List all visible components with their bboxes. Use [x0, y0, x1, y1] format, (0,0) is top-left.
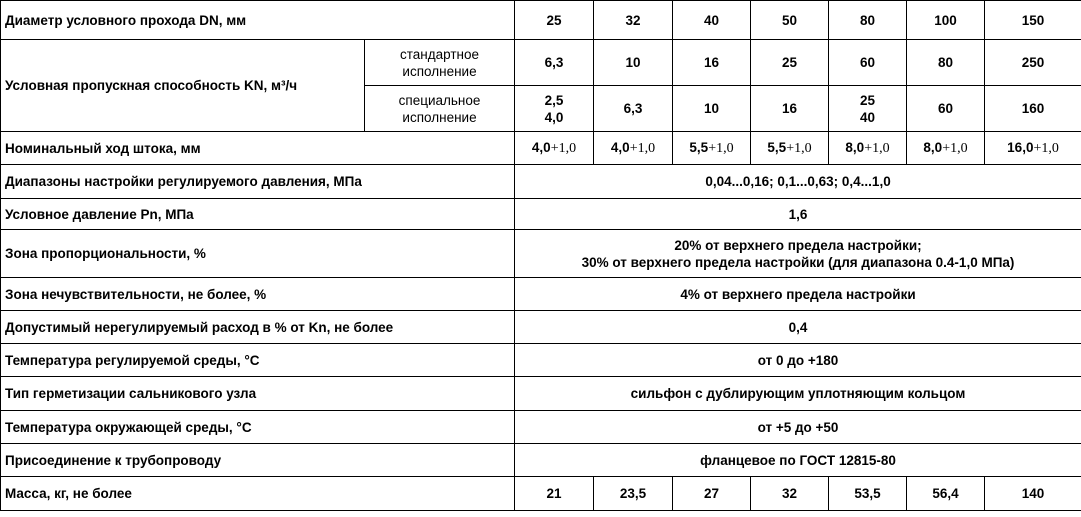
kn-special-line1: специальное: [398, 92, 481, 108]
kn-special-value-b: 4,0: [544, 109, 564, 125]
stroke-nominal: 4,0: [610, 140, 630, 155]
row-label: Зона нечувствительности, не более, %: [1, 278, 515, 311]
kn-label: Условная пропускная способность KN, м³/ч: [1, 40, 365, 132]
mass-value: 53,5: [829, 477, 907, 511]
kn-special-line2: исполнение: [402, 109, 477, 125]
dn-value: 25: [515, 1, 594, 40]
stroke-nominal: 4,0: [531, 140, 551, 155]
stroke-nominal: 5,5: [689, 140, 709, 155]
kn-special-value: [829, 86, 907, 132]
stroke-value: [594, 132, 673, 165]
kn-standard-value: 6,3: [515, 40, 594, 86]
stroke-tolerance: +1,0: [708, 141, 734, 156]
mass-value: 21: [515, 477, 594, 511]
kn-special-value: [515, 86, 594, 132]
kn-special-value: 60: [907, 86, 985, 132]
stroke-nominal: 8,0: [845, 140, 865, 155]
dn-value: 150: [985, 1, 1081, 40]
mass-row: [1, 477, 1081, 511]
stroke-row: [1, 132, 1081, 165]
row-label: Тип герметизации сальникового узла: [1, 377, 515, 411]
row-label: Температура регулируемой среды, °С: [1, 344, 515, 377]
row-label: Температура окружающей среды, °С: [1, 411, 515, 444]
stroke-value: [829, 132, 907, 165]
table-row: [1, 278, 1081, 311]
row-value: от +5 до +50: [515, 411, 1081, 444]
mass-value: 23,5: [594, 477, 673, 511]
stroke-tolerance: +1,0: [864, 141, 890, 156]
mass-value: 32: [751, 477, 829, 511]
row-value: сильфон с дублирующим уплотняющим кольцом: [515, 377, 1081, 411]
kn-special-value: 160: [985, 86, 1081, 132]
stroke-tolerance: +1,0: [786, 141, 812, 156]
kn-special-value-a: 25: [860, 92, 876, 108]
dn-label: Диаметр условного прохода DN, мм: [1, 1, 515, 40]
stroke-tolerance: +1,0: [629, 141, 656, 156]
stroke-nominal: 16,0: [1007, 140, 1034, 155]
dn-value: 80: [829, 1, 907, 40]
stroke-value: [751, 132, 829, 165]
stroke-tolerance: +1,0: [1033, 141, 1059, 156]
table-row: [1, 165, 1081, 199]
kn-special-value: 6,3: [594, 86, 673, 132]
table-row: [1, 311, 1081, 344]
row-label: Допустимый нерегулируемый расход в % от Kn, не более: [1, 311, 515, 344]
kn-special-value: 16: [751, 86, 829, 132]
kn-standard-line2: исполнение: [402, 63, 477, 79]
dn-row: [1, 1, 1081, 40]
table-row: [1, 344, 1081, 377]
kn-standard-sublabel: [365, 40, 515, 86]
row-label: Зона пропорциональности, %: [1, 230, 515, 278]
stroke-value: [515, 132, 594, 165]
stroke-nominal: 8,0: [923, 140, 943, 155]
kn-standard-value: 25: [751, 40, 829, 86]
dn-value: 50: [751, 1, 829, 40]
mass-label: Масса, кг, не более: [1, 477, 515, 511]
stroke-value: [673, 132, 751, 165]
kn-standard-value: 80: [907, 40, 985, 86]
stroke-label: Номинальный ход штока, мм: [1, 132, 515, 165]
dn-value: 100: [907, 1, 985, 40]
kn-standard-value: 10: [594, 40, 673, 86]
row-value: от 0 до +180: [515, 344, 1081, 377]
stroke-nominal: 5,5: [767, 140, 787, 155]
kn-standard-row: [1, 40, 1081, 86]
kn-special-value-b: 40: [860, 109, 876, 125]
kn-standard-line1: стандартное: [400, 46, 479, 62]
row-label: Присоединение к трубопроводу: [1, 444, 515, 477]
table-row: [1, 411, 1081, 444]
stroke-value: [907, 132, 985, 165]
mass-value: 140: [985, 477, 1081, 511]
table-row: [1, 377, 1081, 411]
mass-value: 27: [673, 477, 751, 511]
kn-standard-value: 16: [673, 40, 751, 86]
table-row: [1, 444, 1081, 477]
mass-value: 56,4: [907, 477, 985, 511]
table-row: [1, 199, 1081, 230]
row-value: 0,4: [515, 311, 1081, 344]
row-value: [515, 230, 1081, 278]
kn-standard-value: 250: [985, 40, 1081, 86]
row-value: 1,6: [515, 199, 1081, 230]
dn-value: 32: [594, 1, 673, 40]
kn-special-value-a: 2,5: [544, 92, 564, 108]
dn-value: 40: [673, 1, 751, 40]
kn-special-sublabel: [365, 86, 515, 132]
kn-standard-value: 60: [829, 40, 907, 86]
kn-special-value: 10: [673, 86, 751, 132]
stroke-tolerance: +1,0: [550, 141, 577, 156]
stroke-value: [985, 132, 1081, 165]
row-label: Диапазоны настройки регулируемого давления, МПа: [1, 165, 515, 199]
row-label: Условное давление Pn, МПа: [1, 199, 515, 230]
table-row: [1, 230, 1081, 278]
row-value: фланцевое по ГОСТ 12815-80: [515, 444, 1081, 477]
row-value: 0,04...0,16; 0,1...0,63; 0,4...1,0: [515, 165, 1081, 199]
row-value-line2: 30% от верхнего предела настройки (для диапазона 0.4-1,0 МПа): [581, 254, 1015, 270]
row-value-line1: 20% от верхнего предела настройки;: [674, 237, 922, 253]
stroke-tolerance: +1,0: [942, 141, 968, 156]
row-value: 4% от верхнего предела настройки: [515, 278, 1081, 311]
